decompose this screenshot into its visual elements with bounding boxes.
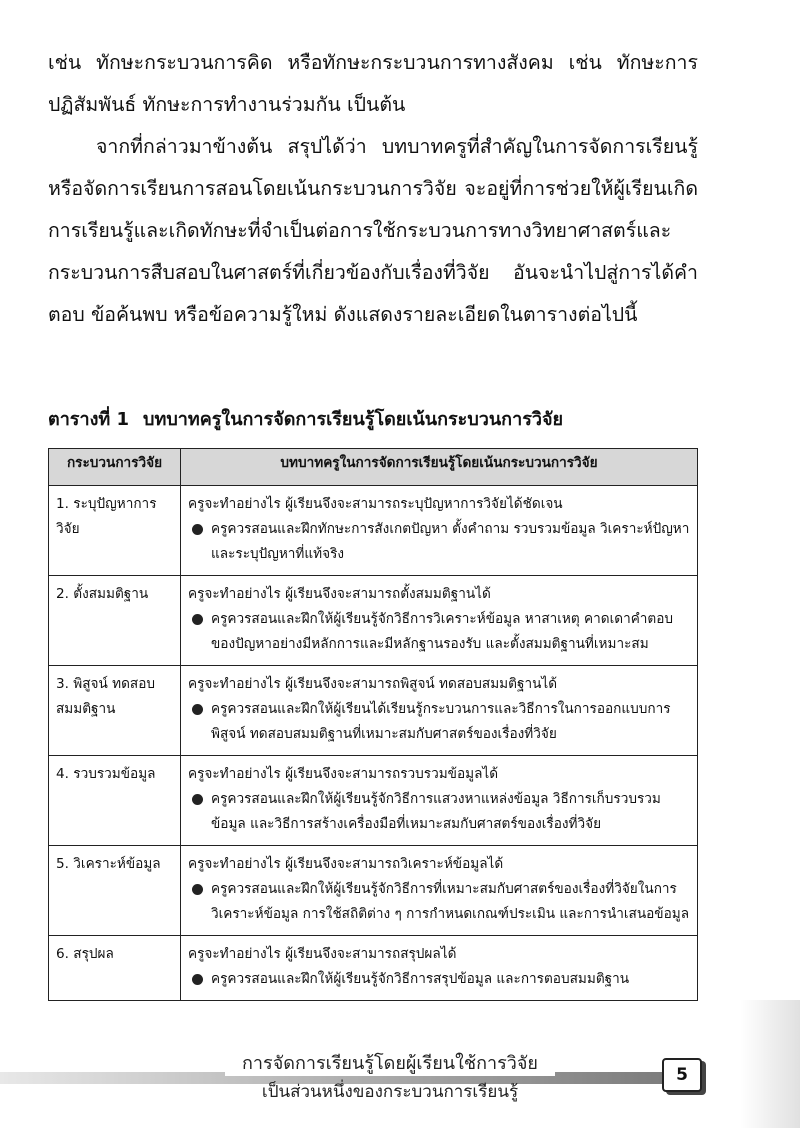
role-question: ครูจะทำอย่างไร ผู้เรียนจึงจะสามารถวิเคราะห์ข้อมูลได้	[188, 856, 504, 872]
role-point	[188, 967, 691, 992]
table-row	[49, 846, 698, 936]
footer-title: การจัดการเรียนรู้โดยผู้เรียนใช้การวิจัย	[225, 1052, 555, 1076]
role-cell	[181, 936, 698, 1001]
role-point	[188, 517, 691, 567]
paragraph-2: จากที่กล่าวมาข้างต้น สรุปได้ว่า บทบาทครูที่สำคัญในการจัดการเรียนรู้หรือจัดการเรียนการสอนโดยเน้นกระบวนการวิจัย จะอยู่ที่การช่วยให้ผู้เรียนเกิดการเรียนรู้และเกิดทักษะที่จำเป็นต่อการใช้กระบวนการทางวิทยาศาสตร์และกระบวนการสืบสอบในศาสตร์ที่เกี่ยวข้องกับเรื่องที่วิจัย อันจะนำไปสู่การได้คำตอบ ข้อค้นพบ หรือข้อความรู้ใหม่ ดังแสดงรายละเอียดในตารางต่อไปนี้	[48, 135, 698, 326]
role-point	[188, 607, 691, 657]
bullet-icon	[192, 794, 203, 805]
process-cell: 5. วิเคราะห์ข้อมูล	[49, 846, 181, 936]
role-point-text: ครูควรสอนและฝึกให้ผู้เรียนรู้จักวิธีการแสวงหาแหล่งข้อมูล วิธีการเก็บรวบรวมข้อมูล และวิธีการสร้างเครื่องมือที่เหมาะสมกับศาสตร์ของเรื่องที่วิจัย	[211, 791, 661, 832]
process-cell: 3. พิสูจน์ ทดสอบ สมมติฐาน	[49, 666, 181, 756]
table-row	[49, 576, 698, 666]
teacher-roles-table	[48, 448, 698, 1001]
page-edge-shadow	[740, 1000, 800, 1128]
table-caption-title: บทบาทครูในการจัดการเรียนรู้โดยเน้นกระบวนการวิจัย	[143, 409, 564, 430]
role-cell	[181, 486, 698, 576]
role-point	[188, 787, 691, 837]
role-question: ครูจะทำอย่างไร ผู้เรียนจึงจะสามารถพิสูจน์ ทดสอบสมมติฐานได้	[188, 676, 558, 692]
page-number: 5	[662, 1058, 702, 1092]
role-cell	[181, 576, 698, 666]
role-question: ครูจะทำอย่างไร ผู้เรียนจึงจะสามารถรวบรวมข้อมูลได้	[188, 766, 499, 782]
role-point-text: ครูควรสอนและฝึกให้ผู้เรียนรู้จักวิธีการที่เหมาะสมกับศาสตร์ของเรื่องที่วิจัยในการวิเคราะห์ข้อมูล การใช้สถิติต่าง ๆ การกำหนดเกณฑ์ประเมิน และการนำเสนอข้อมูล	[211, 881, 690, 922]
table-caption	[48, 407, 708, 433]
process-cell: 6. สรุปผล	[49, 936, 181, 1001]
table-header-row	[49, 449, 698, 486]
process-cell: 2. ตั้งสมมติฐาน	[49, 576, 181, 666]
bullet-icon	[192, 974, 203, 985]
header-teacher-role: บทบาทครูในการจัดการเรียนรู้โดยเน้นกระบวนการวิจัย	[181, 449, 698, 486]
role-cell	[181, 846, 698, 936]
role-point	[188, 877, 691, 927]
bullet-icon	[192, 524, 203, 535]
process-cell: 1. ระบุปัญหาการวิจัย	[49, 486, 181, 576]
role-cell	[181, 756, 698, 846]
role-cell	[181, 666, 698, 756]
header-process: กระบวนการวิจัย	[49, 449, 181, 486]
role-point	[188, 697, 691, 747]
table-row	[49, 486, 698, 576]
paragraph-1: เช่น ทักษะกระบวนการคิด หรือทักษะกระบวนการทางสังคม เช่น ทักษะการปฏิสัมพันธ์ ทักษะการทำงานร่วมกัน เป็นต้น	[48, 51, 698, 116]
role-point-text: ครูควรสอนและฝึกให้ผู้เรียนได้เรียนรู้กระบวนการและวิธีการในการออกแบบการพิสูจน์ ทดสอบสมมติฐานที่เหมาะสมกับศาสตร์ของเรื่องที่วิจัย	[211, 701, 671, 742]
role-point-text: ครูควรสอนและฝึกให้ผู้เรียนรู้จักวิธีการสรุปข้อมูล และการตอบสมมติฐาน	[211, 971, 630, 987]
bullet-icon	[192, 704, 203, 715]
table-row	[49, 666, 698, 756]
role-question: ครูจะทำอย่างไร ผู้เรียนจึงจะสามารถสรุปผลได้	[188, 946, 457, 962]
body-text	[48, 42, 698, 336]
process-cell: 4. รวบรวมข้อมูล	[49, 756, 181, 846]
footer-subtitle: เป็นส่วนหนึ่งของกระบวนการเรียนรู้	[261, 1082, 519, 1102]
bullet-icon	[192, 884, 203, 895]
role-question: ครูจะทำอย่างไร ผู้เรียนจึงจะสามารถระบุปัญหาการวิจัยได้ชัดเจน	[188, 496, 563, 512]
role-point-text: ครูควรสอนและฝึกทักษะการสังเกตปัญหา ตั้งคำถาม รวบรวมข้อมูล วิเคราะห์ปัญหา และระบุปัญหาที่แท้จริง	[211, 521, 690, 562]
table-caption-number: ตารางที่ 1	[48, 409, 130, 430]
table-row	[49, 756, 698, 846]
table-row	[49, 936, 698, 1001]
role-question: ครูจะทำอย่างไร ผู้เรียนจึงจะสามารถตั้งสมมติฐานได้	[188, 586, 491, 602]
role-point-text: ครูควรสอนและฝึกให้ผู้เรียนรู้จักวิธีการวิเคราะห์ข้อมูล หาสาเหตุ คาดเดาคำตอบของปัญหาอย่างมีหลักการและมีหลักฐานรองรับ และตั้งสมมติฐานที่เหมาะสม	[211, 611, 674, 652]
bullet-icon	[192, 614, 203, 625]
